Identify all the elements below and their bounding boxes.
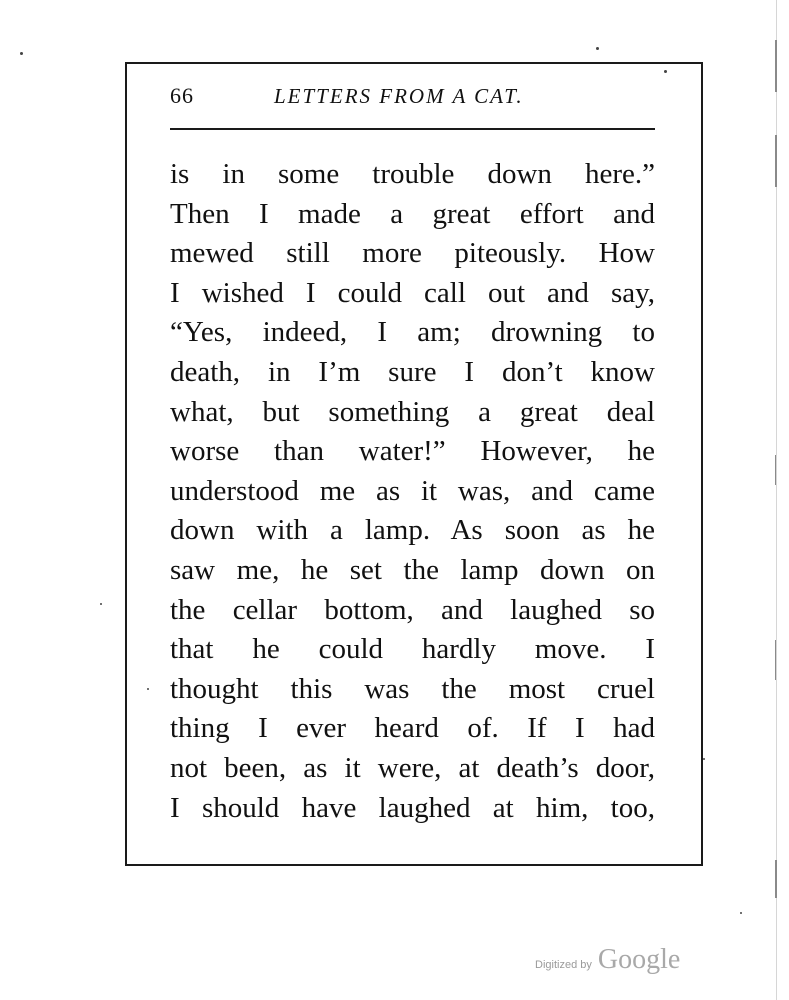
- digitized-by-label: Digitized by: [535, 959, 592, 971]
- text-line: “Yes, indeed, I am; drowning to: [170, 316, 655, 349]
- text-line: down with a lamp. As soon as he: [170, 514, 655, 547]
- text-line: thing I ever heard of. If I had: [170, 712, 655, 745]
- text-line: Then I made a great effort and: [170, 197, 655, 230]
- running-head: LETTERS FROM A CAT.: [274, 84, 524, 108]
- scan-speck: [100, 603, 102, 605]
- scan-speck: [20, 52, 23, 55]
- text-line: is in some trouble down here.”: [170, 158, 655, 190]
- text-line: the cellar bottom, and laughed so: [170, 593, 655, 626]
- header-rule: [170, 128, 655, 130]
- body-text: [170, 155, 655, 828]
- google-digitized-watermark: [535, 944, 680, 980]
- text-line: death, in I’m sure I don’t know: [170, 355, 655, 388]
- scan-speck: [703, 758, 705, 760]
- page-header: [170, 80, 655, 116]
- scan-speck: [596, 47, 599, 50]
- text-line: mewed still more piteously. How: [170, 237, 655, 270]
- text-line: I should have laughed at him, too,: [170, 791, 655, 824]
- page-number: 66: [170, 83, 194, 108]
- text-line: that he could hardly move. I: [170, 633, 655, 666]
- edge-mark: [775, 40, 777, 92]
- text-line: not been, as it were, at death’s door,: [170, 751, 655, 784]
- text-line: worse than water!” However, he: [170, 435, 655, 468]
- scan-speck: [740, 912, 742, 914]
- text-line: what, but something a great deal: [170, 395, 655, 428]
- edge-mark: [775, 455, 776, 485]
- google-logo: Google: [597, 944, 681, 975]
- text-line: understood me as it was, and came: [170, 474, 655, 507]
- text-line: I wished I could call out and say,: [170, 276, 655, 309]
- text-line: thought this was the most cruel: [170, 672, 655, 705]
- edge-mark: [775, 640, 776, 680]
- text-line: saw me, he set the lamp down on: [170, 553, 655, 586]
- edge-mark: [775, 860, 777, 898]
- edge-mark: [775, 135, 777, 187]
